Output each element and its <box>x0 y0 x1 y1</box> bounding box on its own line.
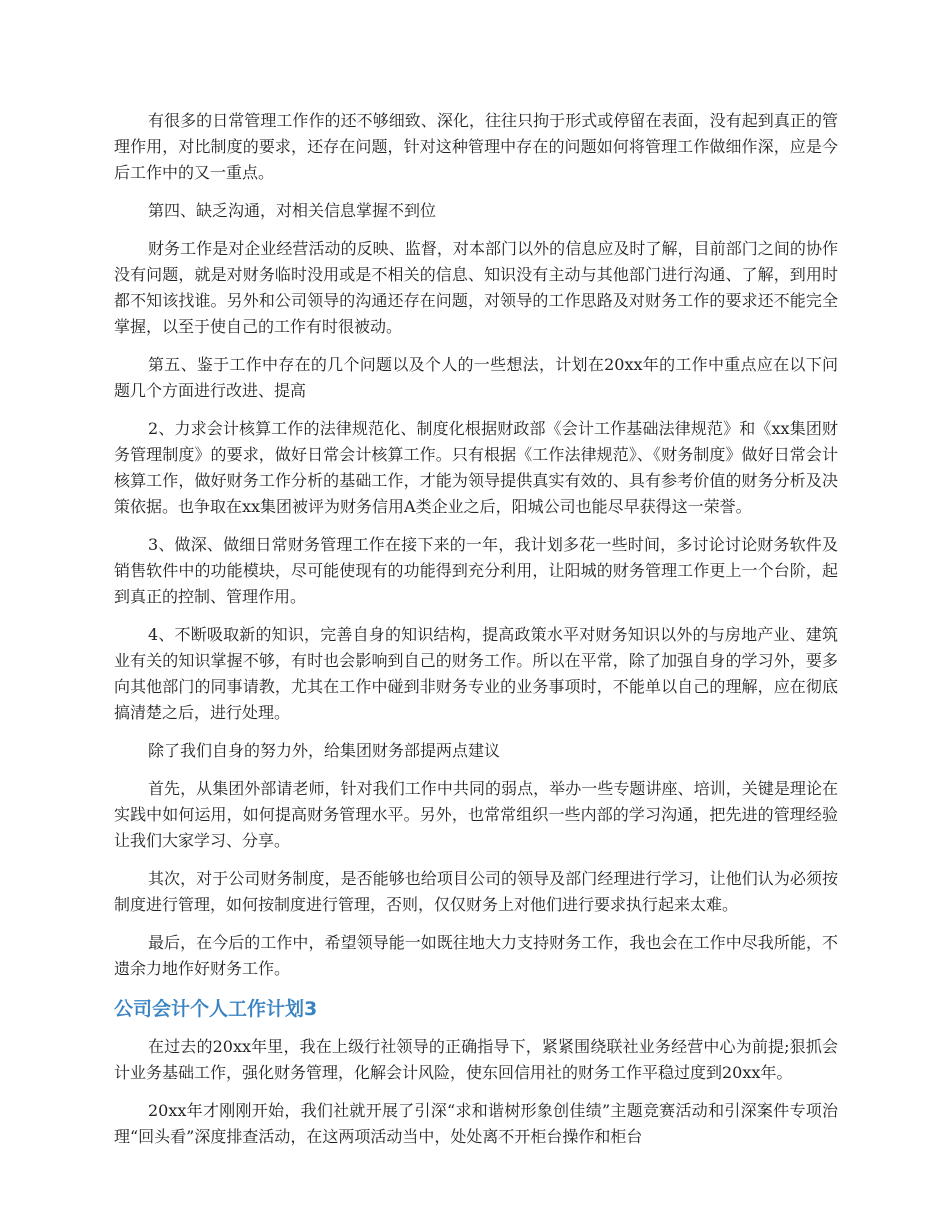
paragraph-closing: 最后，在今后的工作中，希望领导能一如既往地大力支持财务工作，我也会在工作中尽我所能，不遗余力地作好财务工作。 <box>114 933 838 978</box>
paragraph-item-3: 3、做深、做细日常财务管理工作在接下来的一年，我计划多花一些时间，多讨论讨论财务软件及销售软件中的功能模块，尽可能使现有的功能得到充分利用，让阳城的财务管理工作更上一个台阶，起到真正的控制、管理作用。 <box>114 535 838 606</box>
paragraph-communication: 财务工作是对企业经营活动的反映、监督，对本部门以外的信息应及时了解，目前部门之间的协作没有问题，就是对财务临时没用或是不相关的信息、知识没有主动与其他部门进行沟通、了解，到用时都不知该找谁。另外和公司领导的沟通还存在问题，对领导的工作思路及对财务工作的要求还不能完全掌握，以至于使自己的工作有时很被动。 <box>114 239 838 336</box>
paragraph-second-suggestion: 其次，对于公司财务制度，是否能够也给项目公司的领导及部门经理进行学习，让他们认为必须按制度进行管理，如何按制度进行管理，否则，仅仅财务上对他们进行要求执行起来太难。 <box>114 869 838 914</box>
paragraph-new-year: 20xx年才刚刚开始，我们社就开展了引深“求和谐树形象创佳绩”主题竞赛活动和引深案件专项治理“回头看”深度排查活动，在这两项活动当中，处处离不开柜台操作和柜台 <box>114 1101 838 1146</box>
paragraph-first-suggestion: 首先，从集团外部请老师，针对我们工作中共同的弱点，举办一些专题讲座、培训，关键是理论在实践中如何运用，如何提高财务管理水平。另外，也常常组织一些内部的学习沟通，把先进的管理经验让我们大家学习、分享。 <box>114 779 838 850</box>
paragraph-item-2: 2、力求会计核算工作的法律规范化、制度化根据财政部《会计工作基础法律规范》和《xx集团财务管理制度》的要求，做好日常会计核算工作。只有根据《工作法律规范》、《财务制度》做好日常会计核算工作，做好财务工作分析的基础工作，才能为领导提供真实有效的、具有参考价值的财务分析及决策依据。也争取在xx集团被评为财务信用A类企业之后，阳城公司也能尽早获得这一荣誉。 <box>114 419 838 516</box>
paragraph-item-4: 4、不断吸取新的知识，完善自身的知识结构，提高政策水平对财务知识以外的与房地产业、建筑业有关的知识掌握不够，有时也会影响到自己的财务工作。所以在平常，除了加强自身的学习外，要多向其他部门的同事请教，尤其在工作中碰到非财务专业的业务事项时，不能单以自己的理解，应在彻底搞清楚之后，进行处理。 <box>114 625 838 722</box>
paragraph-point-five: 第五、鉴于工作中存在的几个问题以及个人的一些想法，计划在20xx年的工作中重点应在以下问题几个方面进行改进、提高 <box>114 355 838 400</box>
paragraph-suggestions-intro: 除了我们自身的努力外，给集团财务部提两点建议 <box>148 741 501 760</box>
section-heading: 公司会计个人工作计划3 <box>114 998 318 1020</box>
paragraph-management-detail: 有很多的日常管理工作作的还不够细致、深化，往往只拘于形式或停留在表面，没有起到真正的管理作用，对比制度的要求，还存在问题，针对这种管理中存在的问题如何将管理工作做细作深，应是今后工作中的又一重点。 <box>114 111 838 182</box>
paragraph-past-year: 在过去的20xx年里，我在上级行社领导的正确指导下，紧紧围绕联社业务经营中心为前提;狠抓会计业务基础工作，强化财务管理，化解会计风险，使东回信用社的财务工作平稳过度到20xx年。 <box>114 1037 838 1082</box>
document-body <box>114 108 838 1162</box>
paragraph-point-four: 第四、缺乏沟通，对相关信息掌握不到位 <box>148 201 437 220</box>
